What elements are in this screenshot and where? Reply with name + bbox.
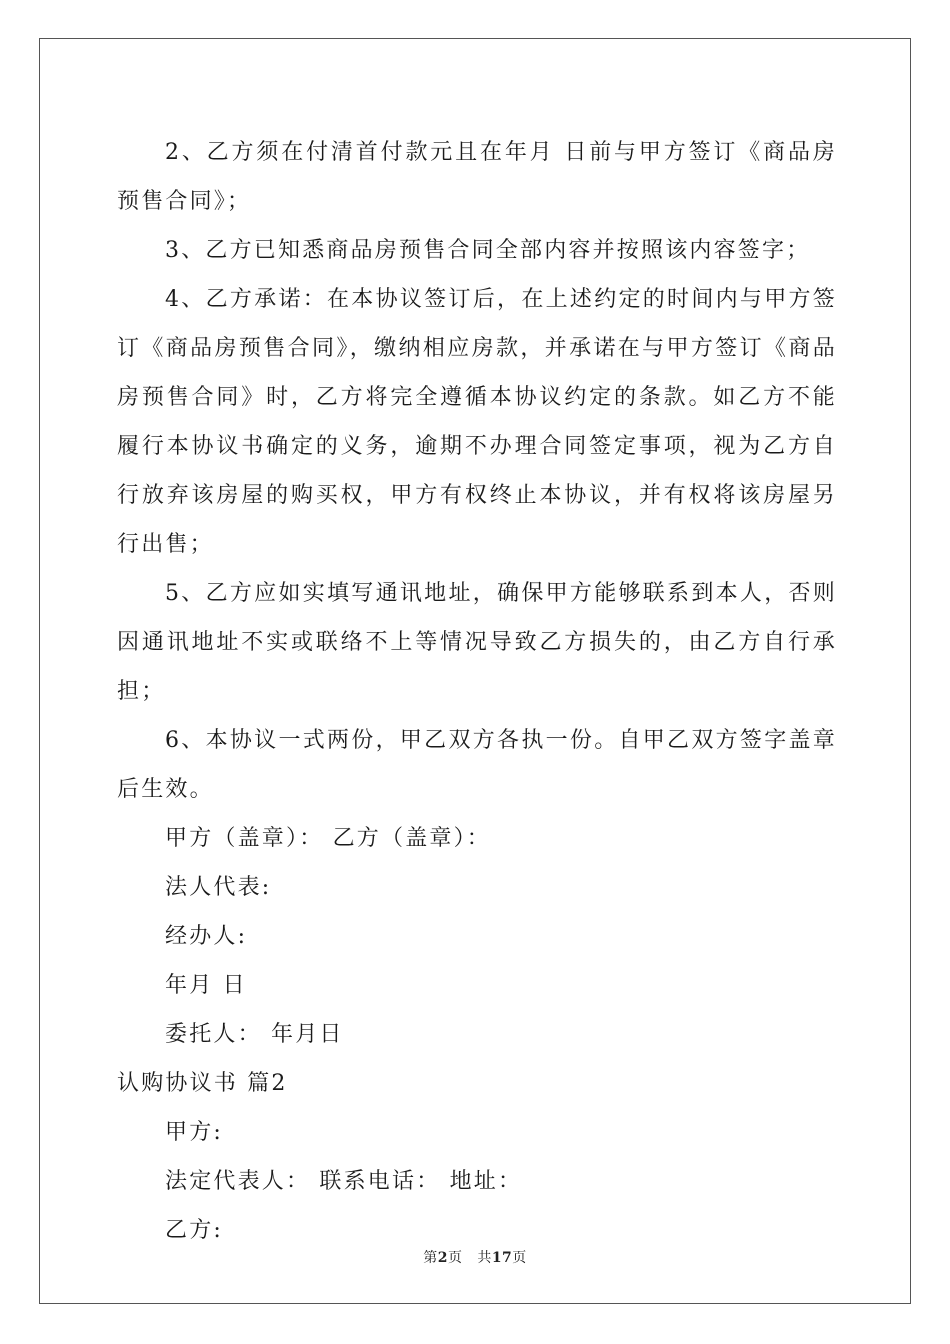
paragraph-clause-6: 6、本协议一式两份，甲乙双方各执一份。自甲乙双方签字盖章后生效。 xyxy=(117,728,837,802)
party-b-line: 乙方: xyxy=(165,1218,224,1243)
page-prefix: 第 xyxy=(423,1250,438,1266)
page-suffix: 页 xyxy=(447,1250,463,1266)
signature-line-handler: 经办人: xyxy=(165,924,248,949)
page-current: 2 xyxy=(437,1250,448,1266)
total-suffix: 页 xyxy=(512,1250,527,1266)
total-prefix: 共 xyxy=(477,1250,492,1266)
signature-line-parties: 甲方（盖章）： 乙方（盖章）： xyxy=(165,826,491,851)
signature-line-date: 年月 日 xyxy=(165,973,247,998)
party-a-contact-line: 法定代表人： 联系电话： 地址： xyxy=(165,1169,523,1194)
signature-line-legal-rep: 法人代表: xyxy=(165,875,272,900)
document-body xyxy=(117,128,837,1255)
paragraph-clause-3: 3、乙方已知悉商品房预售合同全部内容并按照该内容签字； xyxy=(165,238,811,263)
party-a-line: 甲方: xyxy=(165,1120,224,1145)
paragraph-clause-2: 2、乙方须在付清首付款元且在年月 日前与甲方签订《商品房预售合同》； xyxy=(117,140,837,214)
section-heading: 认购协议书 篇2 xyxy=(117,1071,288,1096)
total-pages: 17 xyxy=(491,1250,513,1266)
signature-line-trustee: 委托人： 年月日 xyxy=(165,1022,344,1047)
page-footer xyxy=(0,1247,950,1267)
paragraph-clause-5: 5、乙方应如实填写通讯地址，确保甲方能够联系到本人，否则因通讯地址不实或联络不上等情况导致乙方损失的，由乙方自行承担； xyxy=(117,581,837,704)
paragraph-clause-4: 4、乙方承诺：在本协议签订后，在上述约定的时间内与甲方签订《商品房预售合同》，缴纳相应房款，并承诺在与甲方签订《商品房预售合同》时，乙方将完全遵循本协议约定的条款。如乙方不能履行本协议书确定的义务，逾期不办理合同签定事项，视为乙方自行放弃该房屋的购买权，甲方有权终止本协议，并有权将该房屋另行出售； xyxy=(117,287,837,557)
